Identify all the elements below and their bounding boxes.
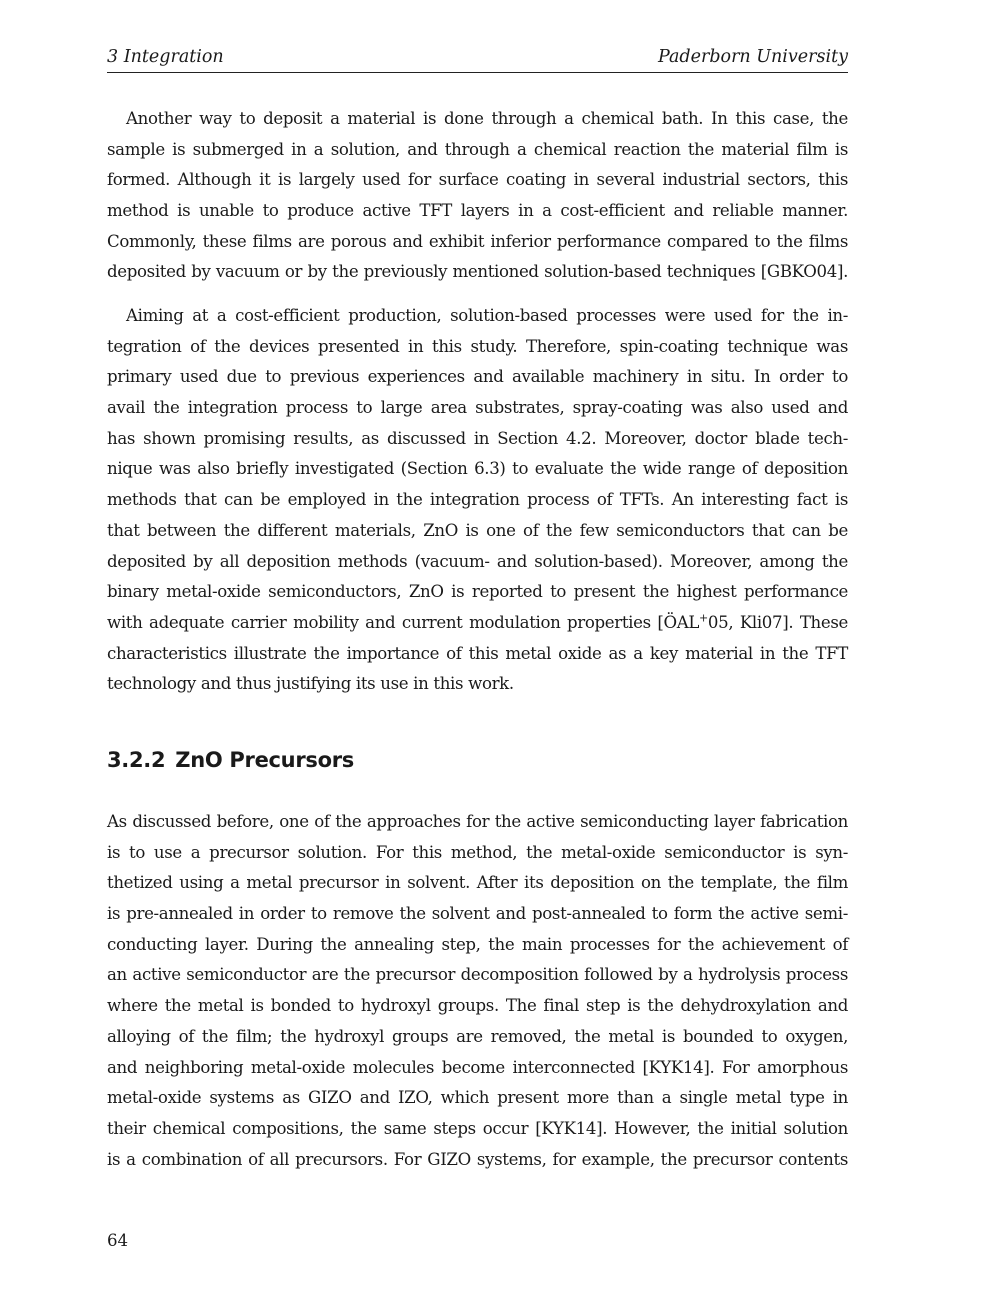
citation-line: [107, 608, 848, 639]
text-line: alloying of the film; the hydroxyl groups are removed, the metal is bounded to oxygen,: [107, 1026, 848, 1046]
section-title: ZnO Precursors: [175, 748, 354, 772]
text-line: Commonly, these films are porous and exhibit inferior performance compared to the films: [107, 231, 848, 251]
text-line: As discussed before, one of the approaches for the active semiconducting layer fabrication: [107, 812, 848, 831]
text-line: where the metal is bonded to hydroxyl groups. The final step is the dehydroxylation and: [107, 996, 848, 1016]
citation-text-before: with adequate carrier mobility and current modulation properties [ÖAL: [107, 612, 700, 632]
text-line: that between the different materials, ZnO is one of the few semiconductors that can be: [107, 520, 848, 540]
paragraph-chemical-bath: [107, 104, 848, 288]
text-line: their chemical compositions, the same steps occur [KYK14]. However, the initial solution: [107, 1118, 848, 1138]
text-line: an active semiconductor are the precursor decomposition followed by a hydrolysis process: [107, 965, 848, 985]
text-line: formed. Although it is largely used for surface coating in several industrial sectors, this: [107, 170, 848, 190]
text-line: conducting layer. During the annealing step, the main processes for the achievement of: [107, 934, 848, 954]
text-line: method is unable to produce active TFT layers in a cost-efficient and reliable manner.: [107, 201, 848, 221]
text-line: is pre-annealed in order to remove the solvent and post-annealed to form the active semi-: [107, 904, 848, 924]
paragraph-precursors: [107, 807, 848, 1175]
text-line: and neighboring metal-oxide molecules become interconnected [KYK14]. For amorphous: [107, 1057, 848, 1077]
text-line: has shown promising results, as discussed in Section 4.2. Moreover, doctor blade tech-: [107, 428, 848, 448]
text-line: technology and thus justifying its use in this work.: [107, 674, 514, 694]
text-line: avail the integration process to large area substrates, spray-coating was also used and: [107, 398, 848, 418]
text-line: tegration of the devices presented in this study. Therefore, spin-coating technique was: [107, 336, 848, 356]
paragraph-solution-processes: [107, 301, 848, 700]
section-heading: [107, 748, 354, 772]
text-line: Another way to deposit a material is done through a chemical bath. In this case, the: [126, 109, 848, 128]
text-line: binary metal-oxide semiconductors, ZnO is reported to present the highest performance: [107, 582, 848, 602]
text-line: deposited by all deposition methods (vacuum- and solution-based). Moreover, among the: [107, 551, 848, 571]
text-line: primary used due to previous experiences and available machinery in situ. In order to: [107, 367, 848, 387]
text-line: Aiming at a cost-efficient production, solution-based processes were used for the in-: [126, 306, 848, 325]
text-line: nique was also briefly investigated (Section 6.3) to evaluate the wide range of deposition: [107, 459, 848, 479]
text-line: sample is submerged in a solution, and through a chemical reaction the material film is: [107, 139, 848, 159]
text-line: thetized using a metal precursor in solvent. After its deposition on the template, the film: [107, 873, 848, 893]
citation-text-after: 05, Kli07]. These: [707, 612, 848, 632]
text-line: deposited by vacuum or by the previously mentioned solution-based techniques [GBKO04].: [107, 262, 848, 282]
text-line: is a combination of all precursors. For GIZO systems, for example, the precursor contents: [107, 1149, 848, 1169]
section-number: 3.2.2: [107, 748, 166, 772]
text-line: characteristics illustrate the importance of this metal oxide as a key material in the TFT: [107, 643, 848, 663]
page-number: 64: [107, 1231, 129, 1250]
header-chapter: 3 Integration: [107, 47, 224, 67]
text-line: metal-oxide systems as GIZO and IZO, which present more than a single metal type in: [107, 1088, 848, 1108]
citation-superscript: +: [699, 611, 708, 625]
text-line: methods that can be employed in the integration process of TFTs. An interesting fact is: [107, 490, 848, 510]
running-header: [107, 44, 848, 73]
header-institution: Paderborn University: [657, 47, 848, 67]
text-line: is to use a precursor solution. For this method, the metal-oxide semiconductor is syn-: [107, 842, 848, 862]
